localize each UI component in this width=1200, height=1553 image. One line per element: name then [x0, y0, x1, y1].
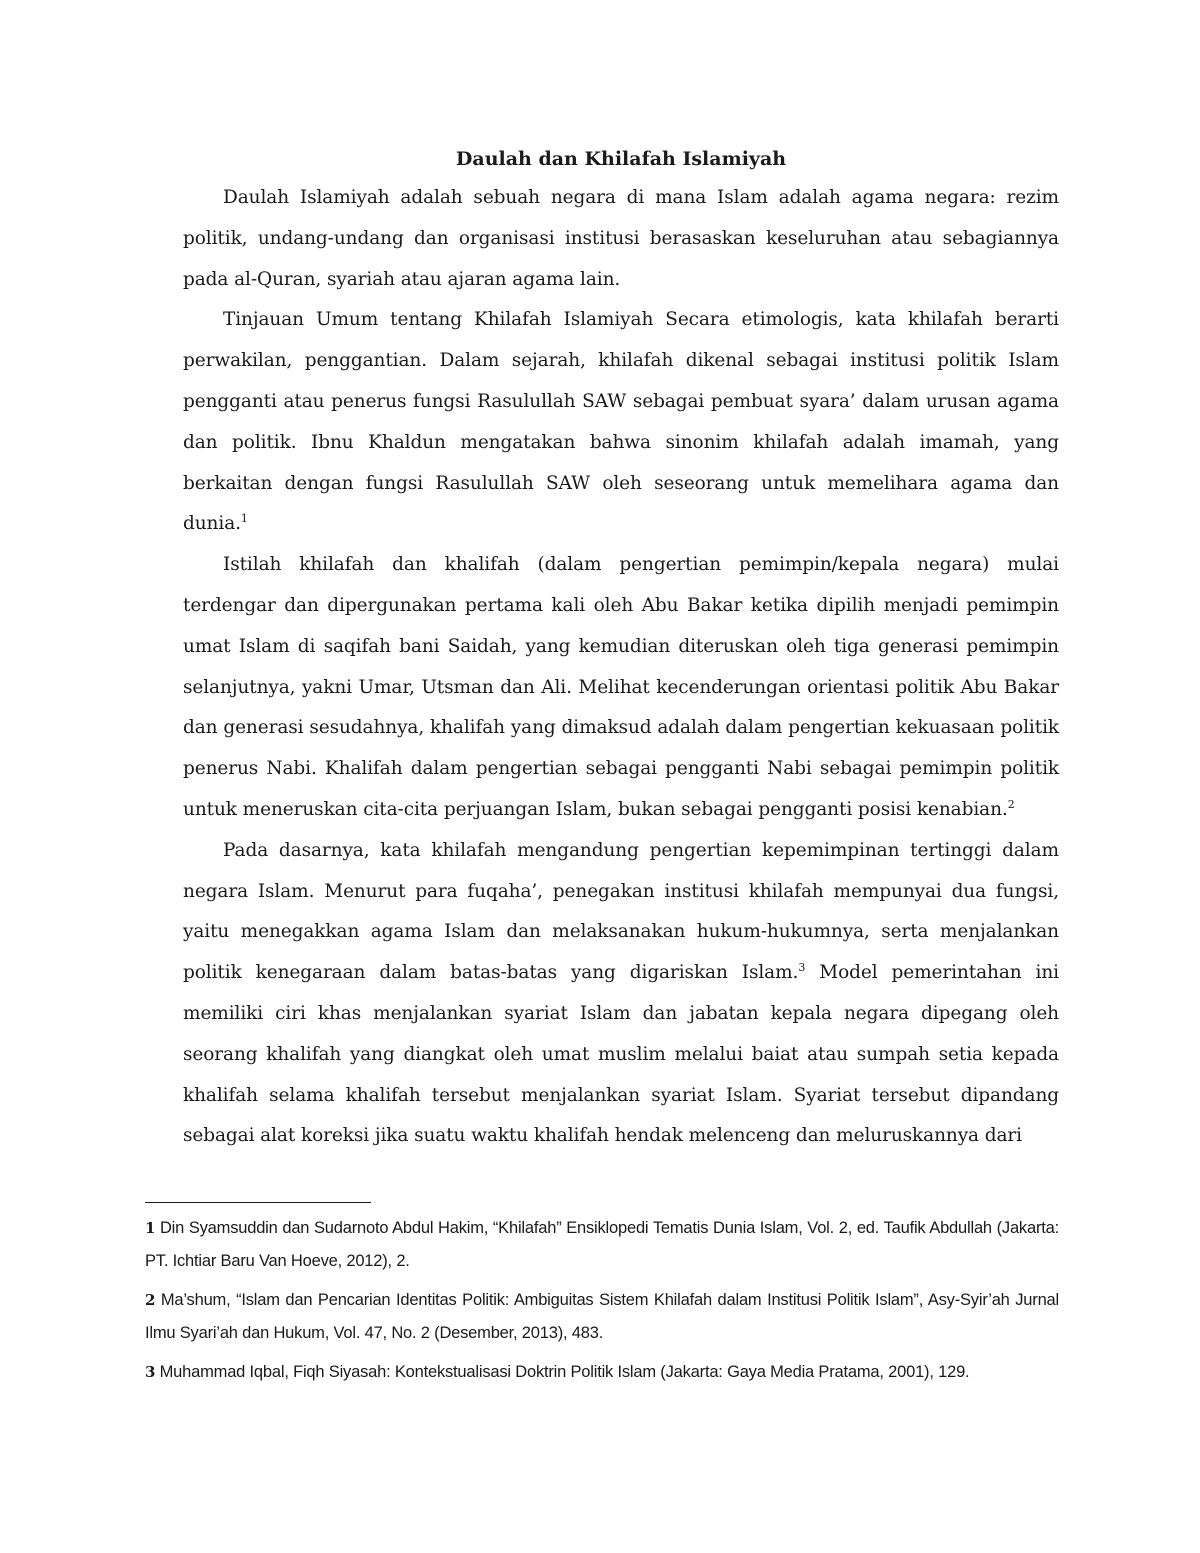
footnote-text: Ma’shum, “Islam dan Pencarian Identitas Politik: Ambiguitas Sistem Khilafah dalam Institusi Politik Islam”, Asy-Syir’ah Jurnal Ilmu Syari’ah dan Hukum, Vol. 47, No. 2 (Desember, 2013), 483.: [145, 1291, 1059, 1342]
paragraph-text: Daulah Islamiyah adalah sebuah negara di mana Islam adalah agama negara: rezim politik, undang-undang dan organisasi institusi berasaskan keseluruhan atau sebagiannya pada al-Quran, syariah atau ajaran agama lain.: [183, 187, 1059, 290]
paragraph-text: Pada dasarnya, kata khilafah mengandung pengertian kepemimpinan tertinggi dalam negara Islam. Menurut para fuqaha’, penegakan institusi khilafah mempunyai dua fungsi, yaitu menegakkan agama Islam dan melaksanakan hukum-hukumnya, serta menjalankan politik kenegaraan dalam batas-batas yang digariskan Islam.: [183, 839, 1059, 984]
footnote-number: 3: [145, 1363, 156, 1381]
paragraph-text: Tinjauan Umum tentang Khilafah Islamiyah Secara etimologis, kata khilafah berarti perwakilan, penggantian. Dalam sejarah, khilafah dikenal sebagai institusi politik Islam pengganti atau penerus fungsi Rasulullah SAW sebagai pembuat syara’ dalam urusan agama dan politik. Ibnu Khaldun mengatakan bahwa sinonim khilafah adalah imamah, yang berkaitan dengan fungsi Rasulullah SAW oleh seseorang untuk memelihara agama dan dunia.: [183, 309, 1059, 535]
footnote-text: Muhammad Iqbal, Fiqh Siyasah: Kontekstualisasi Doktrin Politik Islam (Jakarta: Gaya Media Pratama, 2001), 129.: [155, 1363, 970, 1381]
paragraph-text-continued: Model pemerintahan ini memiliki ciri khas menjalankan syariat Islam dan jabatan kepala negara dipegang oleh seorang khalifah yang diangkat oleh umat muslim melalui baiat atau sumpah setia kepada khalifah selama khalifah tersebut menjalankan syariat Islam. Syariat tersebut dipandang sebagai alat koreksi jika suatu waktu khalifah hendak melenceng dan meluruskannya dari: [183, 962, 1059, 1147]
footnote-reference[interactable]: 2: [1007, 797, 1015, 811]
footnote-2: [145, 1284, 1059, 1350]
footnote-number: 1: [145, 1219, 156, 1237]
document-title: Daulah dan Khilafah Islamiyah: [455, 148, 787, 170]
footnote-text: Din Syamsuddin dan Sudarnoto Abdul Hakim, “Khilafah” Ensiklopedi Tematis Dunia Islam, Vol. 2, ed. Taufik Abdullah (Jakarta: PT. Ichtiar Baru Van Hoeve, 2012), 2.: [145, 1219, 1059, 1270]
paragraph-1: [183, 178, 1059, 300]
footnote-separator: [145, 1202, 371, 1203]
paragraph-3: [183, 545, 1059, 831]
footnote-1: [145, 1212, 1059, 1278]
footnote-reference[interactable]: 3: [798, 960, 806, 974]
paragraph-text: Istilah khilafah dan khalifah (dalam pengertian pemimpin/kepala negara) mulai terdengar dan dipergunakan pertama kali oleh Abu Bakar ketika dipilih menjadi pemimpin umat Islam di saqifah bani Saidah, yang kemudian diteruskan oleh tiga generasi pemimpin selanjutnya, yakni Umar, Utsman dan Ali. Melihat kecenderungan orientasi politik Abu Bakar dan generasi sesudahnya, khalifah yang dimaksud adalah dalam pengertian kekuasaan politik penerus Nabi. Khalifah dalam pengertian sebagai pengganti Nabi sebagai pemimpin politik untuk meneruskan cita-cita perjuangan Islam, bukan sebagai pengganti posisi kenabian.: [183, 554, 1059, 820]
footnote-number: 2: [145, 1291, 156, 1309]
paragraph-2: [183, 300, 1059, 545]
footnote-3: [145, 1356, 1059, 1389]
footnotes: [145, 1212, 1059, 1395]
paragraph-4: [183, 831, 1059, 1157]
document-body: [183, 140, 1059, 1157]
footnote-reference[interactable]: 1: [240, 512, 248, 526]
